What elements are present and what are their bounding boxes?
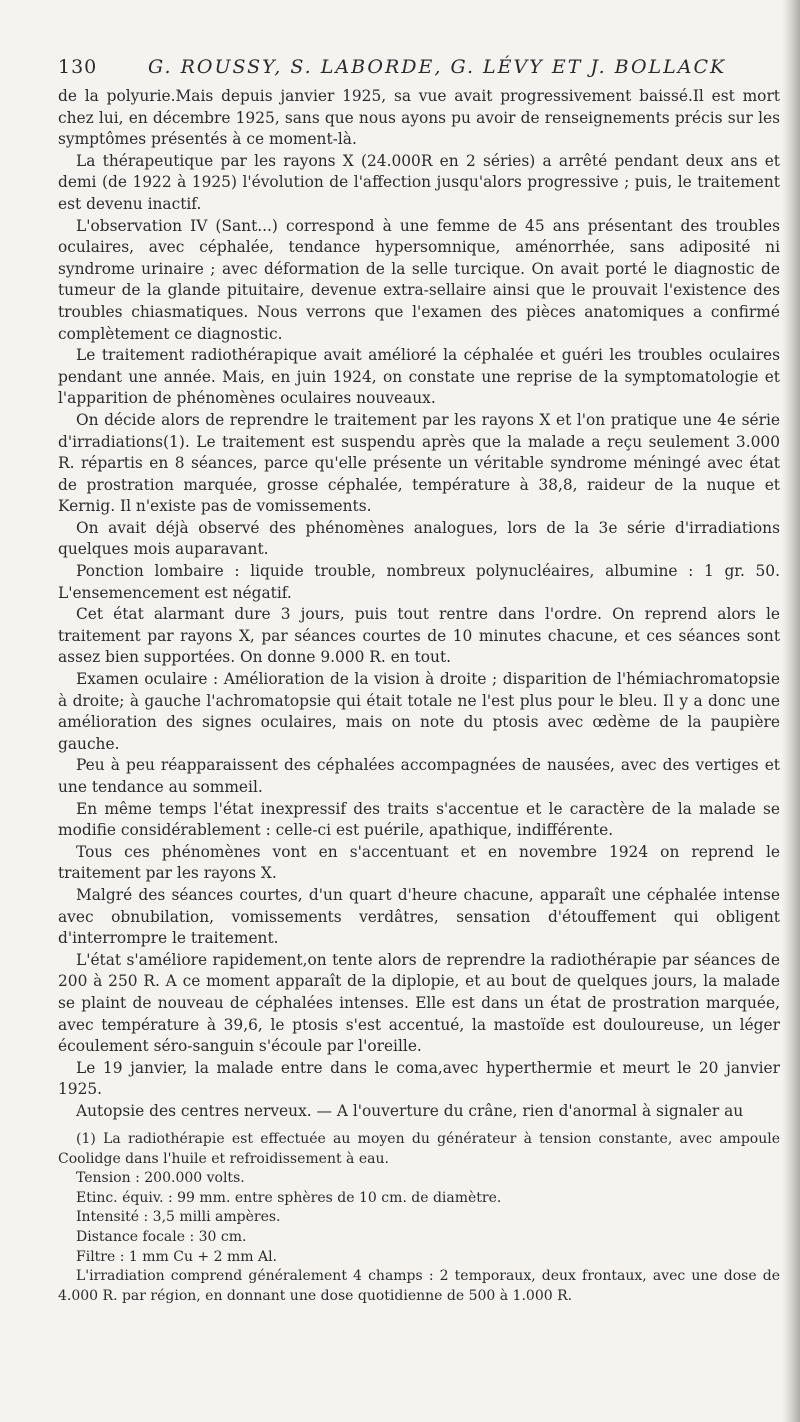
running-head: G. ROUSSY, S. LABORDE, G. LÉVY ET J. BOLLACK <box>148 56 727 78</box>
paragraph: En même temps l'état inexpressif des traits s'accentue et le caractère de la malade se modifie considérablement : celle-ci est puérile, apathique, indifférente. <box>58 799 780 840</box>
footnote-line: Intensité : 3,5 milli ampères. <box>76 1209 281 1226</box>
footnote-line: Etinc. équiv. : 99 mm. entre sphères de 10 cm. de diamètre. <box>76 1189 502 1206</box>
footnote-line: (1) La radiothérapie est effectuée au moyen du générateur à tension constante, avec ampoule Coolidge dans l'huile et refroidissement à eau. <box>58 1131 780 1167</box>
paragraph: Le 19 janvier, la malade entre dans le coma,avec hyperthermie et meurt le 20 janvier 1925. <box>58 1058 780 1099</box>
paragraph: Examen oculaire : Amélioration de la vision à droite ; disparition de l'hémiachromatopsie à droite; à gauche l'achromatopsie qui était totale ne l'est plus pour le bleu. Il y a donc une amélioration des signes oculaires, mais on note du ptosis avec œdème de la paupière gauche. <box>58 670 780 753</box>
footnote-line: Tension : 200.000 volts. <box>76 1170 245 1187</box>
paragraph: Peu à peu réapparaissent des céphalées accompagnées de nausées, avec des vertiges et une tendance au sommeil. <box>58 756 780 796</box>
paragraph: On décide alors de reprendre le traitement par les rayons X et l'on pratique une 4e série d'irradiations(1). Le traitement est suspendu après que la malade a reçu seulement 3.000 R. répartis en 8 séances, parce qu'elle présente un véritable syndrome méningé avec état de prostration marquée, grosse céphalée, température à 38,8, raideur de la nuque et Kernig. Il n'existe pas de vomissements. <box>58 410 780 516</box>
paragraph: Le traitement radiothérapique avait amélioré la céphalée et guéri les troubles oculaires pendant une année. Mais, en juin 1924, on constate une reprise de la symptomatologie et l'apparition de phénomènes oculaires nouveaux. <box>58 346 780 408</box>
footnote-line: Filtre : 1 mm Cu + 2 mm Al. <box>76 1248 278 1265</box>
footnote <box>58 1130 780 1306</box>
page-number: 130 <box>58 56 98 78</box>
footnote-line: Distance focale : 30 cm. <box>76 1228 247 1245</box>
page-edge-shadow <box>782 0 800 1422</box>
paragraph: L'état s'améliore rapidement,on tente alors de reprendre la radiothérapie par séances de 200 à 250 R. A ce moment apparaît de la diplopie, et au bout de quelques jours, la malade se plaint de nouveau de céphalées intenses. Elle est dans un état de prostration marquée, avec température à 39,6, le ptosis s'est accentué, la mastoïde est douloureuse, un léger écoulement séro-sanguin s'écoule par l'oreille. <box>58 950 780 1056</box>
paragraph: Tous ces phénomènes vont en s'accentuant et en novembre 1924 on reprend le traitement par les rayons X. <box>58 842 780 883</box>
paragraph: Ponction lombaire : liquide trouble, nombreux polynucléaires, albumine : 1 gr. 50. L'ensemencement est négatif. <box>58 562 780 602</box>
body-text <box>58 86 780 1123</box>
paragraph: L'observation IV (Sant...) correspond à une femme de 45 ans présentant des troubles oculaires, avec céphalée, tendance hypersomnique, aménorrhée, sans adiposité ni syndrome urinaire ; avec déformation de la selle turcique. On avait porté le diagnostic de tumeur de la glande pituitaire, devenue extra-sellaire ainsi que le prouvait l'existence des troubles chiasmatiques. Nous verrons que l'examen des pièces anatomiques a confirmé complètement ce diagnostic. <box>58 216 780 343</box>
paragraph: La thérapeutique par les rayons X (24.000R en 2 séries) a arrêté pendant deux ans et demi (de 1922 à 1925) l'évolution de l'affection jusqu'alors progressive ; puis, le traitement est devenu inactif. <box>58 151 780 213</box>
page-header <box>58 56 758 80</box>
paragraph: de la polyurie.Mais depuis janvier 1925, sa vue avait progressivement baissé.Il est mort chez lui, en décembre 1925, sans que nous ayons pu avoir de renseignements précis sur les symptômes présentés à ce moment-là. <box>58 87 780 149</box>
paragraph: Malgré des séances courtes, d'un quart d'heure chacune, apparaît une céphalée intense avec obnubilation, vomissements verdâtres, sensation d'étouffement qui obligent d'interrompre le traitement. <box>58 885 780 948</box>
paragraph: Cet état alarmant dure 3 jours, puis tout rentre dans l'ordre. On reprend alors le traitement par rayons X, par séances courtes de 10 minutes chacune, et ces séances sont assez bien supportées. On donne 9.000 R. en tout. <box>58 605 780 667</box>
paragraph: Autopsie des centres nerveux. — A l'ouverture du crâne, rien d'anormal à signaler au <box>76 1101 744 1120</box>
paragraph: On avait déjà observé des phénomènes analogues, lors de la 3e série d'irradiations quelques mois auparavant. <box>58 518 780 559</box>
footnote-line: L'irradiation comprend généralement 4 champs : 2 temporaux, deux frontaux, avec une dose de 4.000 R. par région, en donnant une dose quotidienne de 500 à 1.000 R. <box>58 1268 780 1304</box>
